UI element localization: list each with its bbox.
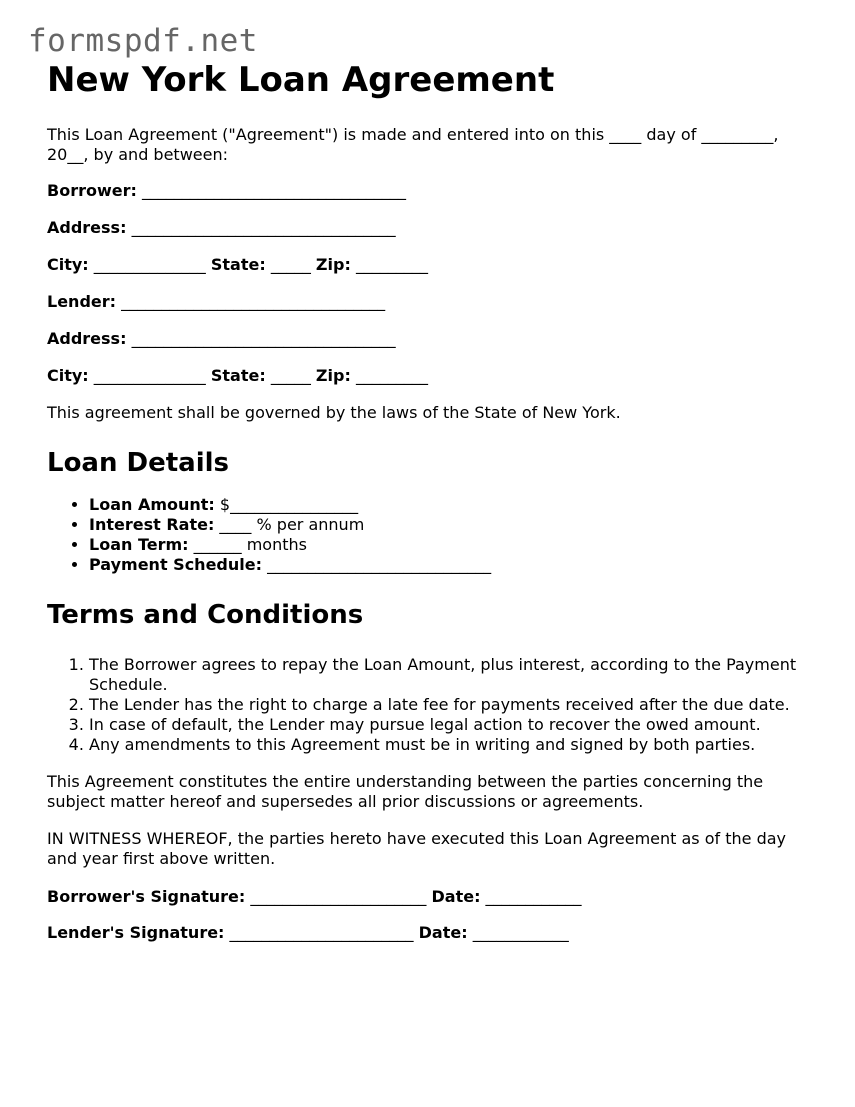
borrower-signature-line [47,887,817,906]
watermark-text: formspdf.net [28,23,258,59]
borrower-label: Borrower: [47,181,137,200]
terms-list [47,655,817,755]
lender-date-blank: ____________ [467,923,569,942]
borrower-zip-label: Zip: [315,255,351,274]
lender-address-label: Address: [47,329,127,348]
lender-signature-label: Lender's Signature: [47,923,225,942]
lender-address-blank: _________________________________ [126,329,396,348]
list-item: 2. The Lender has the right to charge a late fee for payments received after the due date. [89,695,817,715]
borrower-address-blank: _________________________________ [126,218,396,237]
loan-term-label: Loan Term: [89,535,189,554]
lender-address-field [47,329,817,349]
lender-date-label: Date: [418,923,468,942]
list-item [89,515,817,535]
loan-amount-label: Loan Amount: [89,495,215,514]
intro-paragraph: This Loan Agreement ("Agreement") is made and entered into on this ____ day of _________, 20__, by and between: [47,125,779,164]
borrower-zip-blank: _________ [350,255,428,274]
borrower-field [47,181,817,201]
loan-amount-blank: $________________ [214,495,359,514]
borrower-date-blank: ____________ [480,887,582,906]
loan-details-heading: Loan Details [47,448,230,478]
witness-paragraph: IN WITNESS WHEREOF, the parties hereto have executed this Loan Agreement as of the day and year first above written. [47,829,786,868]
list-item: 3. In case of default, the Lender may pursue legal action to recover the owed amount. [89,715,817,735]
lender-city-label: City: [47,366,89,385]
governing-law-paragraph: This agreement shall be governed by the laws of the State of New York. [47,403,621,422]
borrower-signature-label: Borrower's Signature: [47,887,246,906]
terms-heading: Terms and Conditions [47,600,364,630]
borrower-date-label: Date: [431,887,481,906]
list-item [89,535,817,555]
borrower-state-label: State: [210,255,266,274]
lender-label: Lender: [47,292,117,311]
lender-state-label: State: [210,366,266,385]
lender-city-blank: ______________ [88,366,211,385]
lender-field [47,292,817,312]
borrower-address-label: Address: [47,218,127,237]
list-item [89,495,817,515]
payment-schedule-label: Payment Schedule: [89,555,262,574]
lender-signature-line [47,923,817,942]
borrower-blank: _________________________________ [136,181,406,200]
interest-rate-blank: ____ % per annum [214,515,365,534]
lender-blank: _________________________________ [116,292,386,311]
lender-signature-blank: _______________________ [224,923,419,942]
list-item: 1. The Borrower agrees to repay the Loan Amount, plus interest, according to the Payment Schedule. [89,655,817,695]
lender-zip-blank: _________ [350,366,428,385]
borrower-city-blank: ______________ [88,255,211,274]
list-item [89,555,817,575]
borrower-city-state-zip-field [47,255,817,275]
borrower-address-field [47,218,817,238]
loan-details-list [47,495,817,575]
list-item: 4. Any amendments to this Agreement must be in writing and signed by both parties. [89,735,817,755]
lender-city-state-zip-field [47,366,817,386]
loan-term-blank: ______ months [188,535,307,554]
borrower-state-blank: _____ [265,255,316,274]
borrower-signature-blank: ______________________ [245,887,432,906]
document-page [47,58,817,942]
payment-schedule-blank: ____________________________ [262,555,492,574]
entire-agreement-paragraph: This Agreement constitutes the entire understanding between the parties concerning the subject matter hereof and supersedes all prior discussions or agreements. [47,772,764,811]
lender-state-blank: _____ [265,366,316,385]
document-title: New York Loan Agreement [47,60,555,100]
lender-zip-label: Zip: [315,366,351,385]
interest-rate-label: Interest Rate: [89,515,215,534]
borrower-city-label: City: [47,255,89,274]
